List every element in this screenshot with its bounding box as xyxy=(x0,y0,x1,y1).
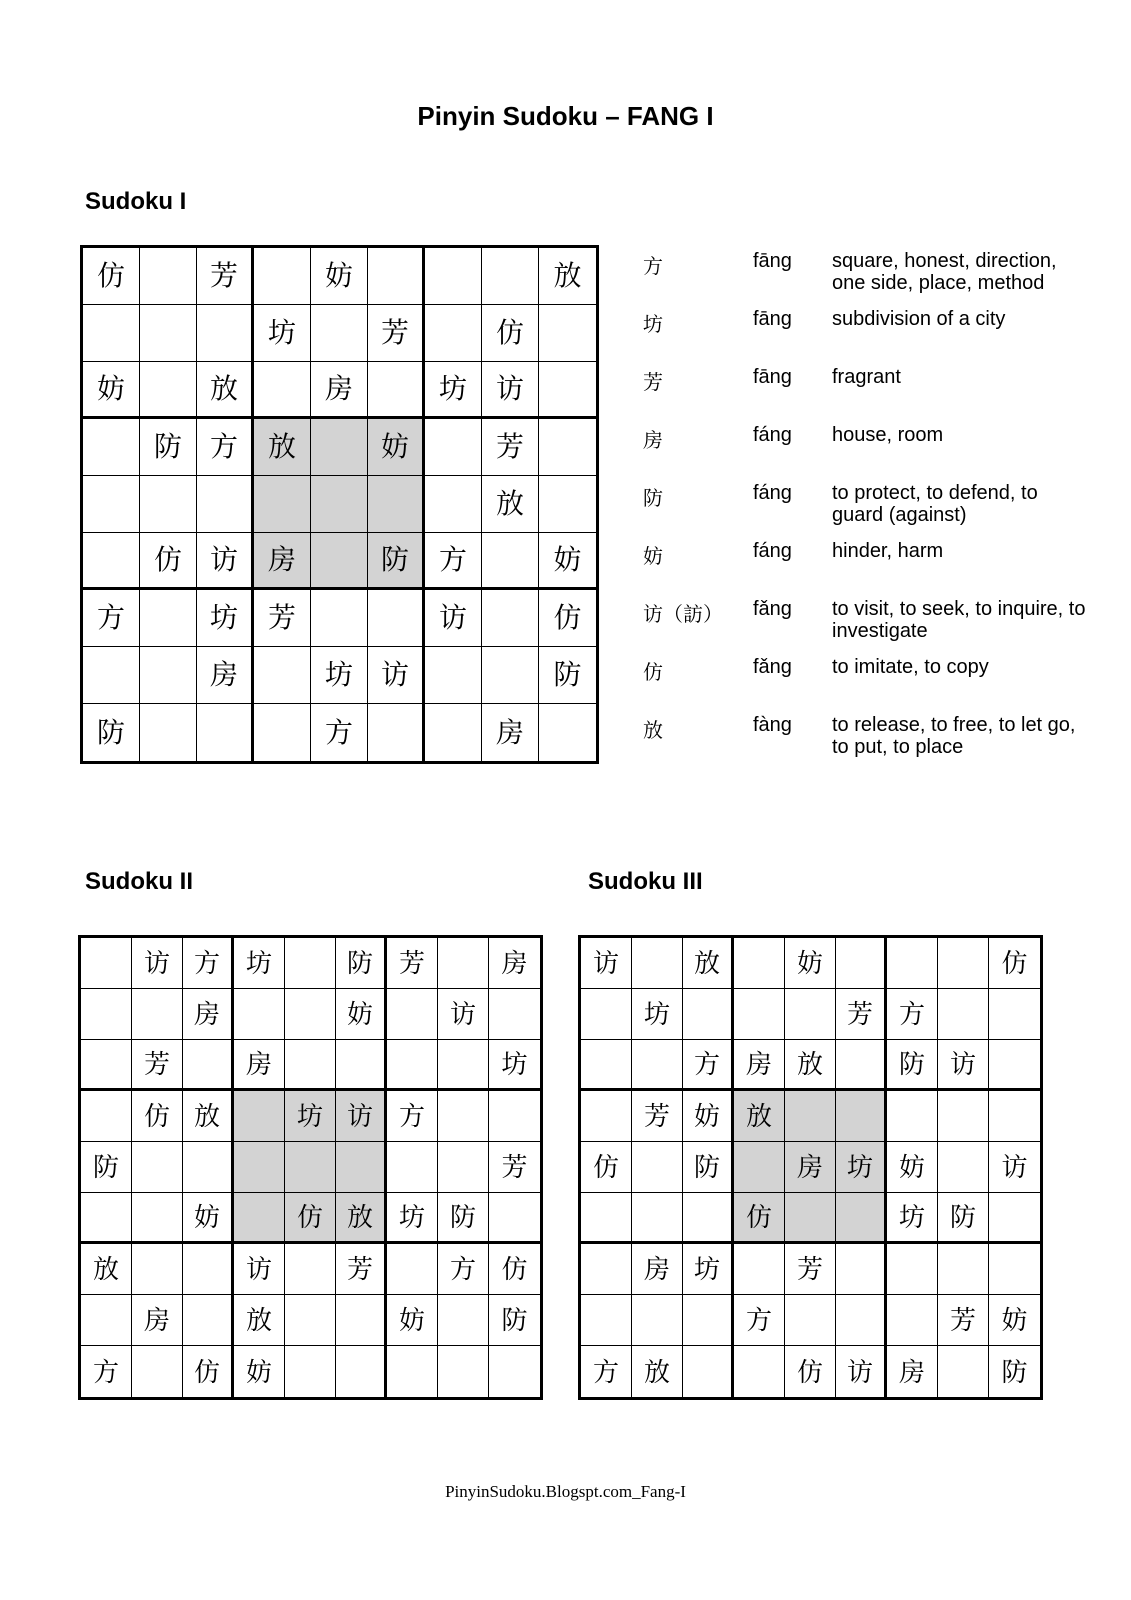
sudoku-cell-r2c1 xyxy=(581,989,632,1040)
sudoku-cell-r7c3: 坊 xyxy=(197,590,254,647)
sudoku-cell-r6c5 xyxy=(785,1193,836,1244)
sudoku-cell-r9c3 xyxy=(197,704,254,761)
legend-meaning: house, room xyxy=(832,424,944,446)
legend-meaning: to visit, to seek, to inquire, to investigate xyxy=(832,598,1086,642)
sudoku-cell-r9c8 xyxy=(938,1346,989,1397)
sudoku-cell-r8c3: 房 xyxy=(197,647,254,704)
legend-meaning: hinder, harm xyxy=(832,540,944,562)
sudoku-cell-r4c6 xyxy=(836,1091,887,1142)
sudoku-cell-r5c5 xyxy=(285,1142,336,1193)
sudoku-cell-r9c7: 房 xyxy=(887,1346,938,1397)
legend-pinyin: fǎng xyxy=(753,656,792,678)
legend-meaning: square, honest, direction, one side, place, method xyxy=(832,250,1057,294)
sudoku-cell-r2c9 xyxy=(989,989,1040,1040)
sudoku-cell-r5c7 xyxy=(425,476,482,533)
sudoku-cell-r7c9: 仿 xyxy=(489,1244,540,1295)
sudoku-cell-r7c6: 芳 xyxy=(336,1244,387,1295)
sudoku-cell-r3c1 xyxy=(81,1040,132,1091)
sudoku-cell-r4c1 xyxy=(83,419,140,476)
sudoku-cell-r4c3: 放 xyxy=(183,1091,234,1142)
sudoku-cell-r7c7 xyxy=(887,1244,938,1295)
sudoku-cell-r6c3: 访 xyxy=(197,533,254,590)
sudoku-cell-r6c4 xyxy=(234,1193,285,1244)
sudoku-cell-r4c9 xyxy=(489,1091,540,1142)
sudoku-cell-r1c5: 妨 xyxy=(311,248,368,305)
sudoku-cell-r7c4: 芳 xyxy=(254,590,311,647)
sudoku-cell-r8c9: 妨 xyxy=(989,1295,1040,1346)
sudoku-cell-r5c4 xyxy=(254,476,311,533)
sudoku-cell-r5c9: 访 xyxy=(989,1142,1040,1193)
sudoku-cell-r1c7: 芳 xyxy=(387,938,438,989)
sudoku-1-grid xyxy=(80,245,599,764)
sudoku-cell-r8c3 xyxy=(183,1295,234,1346)
sudoku-cell-r1c4: 坊 xyxy=(234,938,285,989)
sudoku-cell-r4c1 xyxy=(581,1091,632,1142)
sudoku-cell-r3c8: 访 xyxy=(938,1040,989,1091)
sudoku-cell-r8c2 xyxy=(632,1295,683,1346)
sudoku-cell-r3c6 xyxy=(368,362,425,419)
sudoku-cell-r3c2 xyxy=(632,1040,683,1091)
sudoku-cell-r4c2: 芳 xyxy=(632,1091,683,1142)
sudoku-cell-r9c5: 仿 xyxy=(785,1346,836,1397)
sudoku-cell-r6c1 xyxy=(581,1193,632,1244)
legend-pinyin: fáng xyxy=(753,482,792,504)
sudoku-cell-r9c1: 防 xyxy=(83,704,140,761)
sudoku-cell-r4c7 xyxy=(425,419,482,476)
sudoku-cell-r8c9: 防 xyxy=(539,647,596,704)
sudoku-cell-r9c8: 房 xyxy=(482,704,539,761)
legend-meaning: to protect, to defend, to guard (against) xyxy=(832,482,1038,526)
sudoku-cell-r3c5: 放 xyxy=(785,1040,836,1091)
sudoku-cell-r6c6: 防 xyxy=(368,533,425,590)
sudoku-cell-r6c8: 防 xyxy=(938,1193,989,1244)
sudoku-cell-r8c4 xyxy=(254,647,311,704)
sudoku-cell-r5c4 xyxy=(234,1142,285,1193)
legend-entry-7 xyxy=(643,598,1113,656)
sudoku-cell-r3c7: 防 xyxy=(887,1040,938,1091)
sudoku-cell-r3c1: 妨 xyxy=(83,362,140,419)
sudoku-cell-r5c5 xyxy=(311,476,368,533)
sudoku-cell-r8c2: 房 xyxy=(132,1295,183,1346)
sudoku-cell-r6c9 xyxy=(489,1193,540,1244)
sudoku-cell-r7c6 xyxy=(836,1244,887,1295)
sudoku-cell-r7c4 xyxy=(734,1244,785,1295)
sudoku-cell-r8c5 xyxy=(285,1295,336,1346)
legend-character: 坊 xyxy=(643,314,663,336)
legend-entry-4 xyxy=(643,424,1113,482)
sudoku-cell-r3c4: 房 xyxy=(234,1040,285,1091)
sudoku-cell-r7c4: 访 xyxy=(234,1244,285,1295)
sudoku-cell-r8c2 xyxy=(140,647,197,704)
sudoku-cell-r9c8 xyxy=(438,1346,489,1397)
sudoku-cell-r4c9 xyxy=(989,1091,1040,1142)
sudoku-cell-r6c5: 仿 xyxy=(285,1193,336,1244)
sudoku-cell-r9c1: 方 xyxy=(581,1346,632,1397)
sudoku-cell-r6c9: 妨 xyxy=(539,533,596,590)
legend-pinyin: fāng xyxy=(753,308,792,330)
sudoku-cell-r5c6 xyxy=(368,476,425,533)
sudoku-cell-r5c1: 仿 xyxy=(581,1142,632,1193)
sudoku-cell-r5c9 xyxy=(539,476,596,533)
sudoku-cell-r9c7 xyxy=(425,704,482,761)
sudoku-cell-r6c5 xyxy=(311,533,368,590)
sudoku-cell-r9c6: 访 xyxy=(836,1346,887,1397)
sudoku-cell-r8c1 xyxy=(581,1295,632,1346)
sudoku-cell-r5c6 xyxy=(336,1142,387,1193)
sudoku-cell-r7c2 xyxy=(140,590,197,647)
sudoku-cell-r2c2: 坊 xyxy=(632,989,683,1040)
sudoku-cell-r2c3: 房 xyxy=(183,989,234,1040)
sudoku-cell-r2c7 xyxy=(387,989,438,1040)
sudoku-cell-r2c1 xyxy=(81,989,132,1040)
sudoku-cell-r9c1: 方 xyxy=(81,1346,132,1397)
sudoku-cell-r8c1 xyxy=(81,1295,132,1346)
sudoku-cell-r8c1 xyxy=(83,647,140,704)
sudoku-cell-r2c2 xyxy=(132,989,183,1040)
sudoku-cell-r1c9: 仿 xyxy=(989,938,1040,989)
sudoku-cell-r2c4: 坊 xyxy=(254,305,311,362)
sudoku-cell-r8c9: 防 xyxy=(489,1295,540,1346)
sudoku-cell-r9c2 xyxy=(132,1346,183,1397)
sudoku-cell-r1c8 xyxy=(482,248,539,305)
sudoku-cell-r1c3: 方 xyxy=(183,938,234,989)
sudoku-cell-r7c8 xyxy=(938,1244,989,1295)
sudoku-cell-r8c5: 坊 xyxy=(311,647,368,704)
sudoku-cell-r2c4 xyxy=(234,989,285,1040)
sudoku-cell-r5c2 xyxy=(632,1142,683,1193)
sudoku-cell-r7c6 xyxy=(368,590,425,647)
sudoku-cell-r1c6: 防 xyxy=(336,938,387,989)
sudoku-cell-r5c8: 放 xyxy=(482,476,539,533)
sudoku-cell-r7c3: 坊 xyxy=(683,1244,734,1295)
sudoku-1-heading: Sudoku I xyxy=(85,188,187,215)
sudoku-cell-r7c5 xyxy=(285,1244,336,1295)
sudoku-cell-r4c1 xyxy=(81,1091,132,1142)
legend-character: 妨 xyxy=(643,546,663,568)
sudoku-cell-r7c3 xyxy=(183,1244,234,1295)
sudoku-cell-r1c1: 仿 xyxy=(83,248,140,305)
sudoku-cell-r6c8 xyxy=(482,533,539,590)
sudoku-cell-r1c8 xyxy=(938,938,989,989)
sudoku-cell-r1c2: 访 xyxy=(132,938,183,989)
sudoku-cell-r7c5: 芳 xyxy=(785,1244,836,1295)
sudoku-cell-r4c6: 访 xyxy=(336,1091,387,1142)
sudoku-cell-r5c8 xyxy=(438,1142,489,1193)
sudoku-cell-r9c7 xyxy=(387,1346,438,1397)
sudoku-cell-r1c1: 访 xyxy=(581,938,632,989)
sudoku-cell-r9c2: 放 xyxy=(632,1346,683,1397)
sudoku-cell-r4c7: 方 xyxy=(387,1091,438,1142)
sudoku-cell-r9c6 xyxy=(336,1346,387,1397)
sudoku-cell-r2c3 xyxy=(683,989,734,1040)
sudoku-cell-r4c5 xyxy=(785,1091,836,1142)
sudoku-cell-r1c2 xyxy=(632,938,683,989)
legend-pinyin: fàng xyxy=(753,714,792,736)
legend-meaning: subdivision of a city xyxy=(832,308,1006,330)
sudoku-cell-r9c5 xyxy=(285,1346,336,1397)
sudoku-cell-r7c1 xyxy=(581,1244,632,1295)
sudoku-cell-r2c8: 访 xyxy=(438,989,489,1040)
sudoku-cell-r6c9 xyxy=(989,1193,1040,1244)
sudoku-cell-r9c4 xyxy=(254,704,311,761)
sudoku-cell-r4c3: 妨 xyxy=(683,1091,734,1142)
sudoku-cell-r7c2: 房 xyxy=(632,1244,683,1295)
legend-entry-6 xyxy=(643,540,1113,598)
sudoku-cell-r6c2 xyxy=(632,1193,683,1244)
sudoku-cell-r5c3 xyxy=(183,1142,234,1193)
sudoku-cell-r7c9: 仿 xyxy=(539,590,596,647)
sudoku-cell-r4c4 xyxy=(234,1091,285,1142)
sudoku-cell-r6c6 xyxy=(836,1193,887,1244)
sudoku-cell-r6c4: 仿 xyxy=(734,1193,785,1244)
legend-character: 方 xyxy=(643,256,663,278)
sudoku-cell-r3c4 xyxy=(254,362,311,419)
legend-entry-3 xyxy=(643,366,1113,424)
sudoku-cell-r9c9: 防 xyxy=(1001,1356,1028,1387)
sudoku-cell-r4c4: 放 xyxy=(734,1091,785,1142)
sudoku-cell-r4c2: 防 xyxy=(140,419,197,476)
sudoku-cell-r3c5 xyxy=(285,1040,336,1091)
sudoku-cell-r3c6 xyxy=(836,1040,887,1091)
legend-character: 仿 xyxy=(643,662,663,684)
sudoku-cell-r1c4 xyxy=(734,938,785,989)
sudoku-cell-r2c6: 芳 xyxy=(836,989,887,1040)
sudoku-cell-r7c9 xyxy=(989,1244,1040,1295)
sudoku-cell-r1c1 xyxy=(81,938,132,989)
sudoku-cell-r6c7: 方 xyxy=(425,533,482,590)
legend-meaning: fragrant xyxy=(832,366,901,388)
sudoku-cell-r1c9: 放 xyxy=(539,248,596,305)
sudoku-cell-r5c1: 防 xyxy=(81,1142,132,1193)
sudoku-cell-r7c8: 方 xyxy=(438,1244,489,1295)
sudoku-cell-r1c5: 妨 xyxy=(785,938,836,989)
sudoku-cell-r7c8 xyxy=(482,590,539,647)
sudoku-cell-r6c2: 仿 xyxy=(140,533,197,590)
legend-character: 房 xyxy=(643,430,663,452)
sudoku-cell-r1c7 xyxy=(425,248,482,305)
sudoku-cell-r9c4: 妨 xyxy=(234,1346,285,1397)
sudoku-cell-r2c5 xyxy=(311,305,368,362)
sudoku-cell-r8c5 xyxy=(785,1295,836,1346)
sudoku-cell-r9c2 xyxy=(140,704,197,761)
legend-pinyin: fáng xyxy=(753,540,792,562)
sudoku-cell-r7c2 xyxy=(132,1244,183,1295)
sudoku-cell-r5c9: 芳 xyxy=(489,1142,540,1193)
sudoku-cell-r8c3 xyxy=(683,1295,734,1346)
sudoku-cell-r3c3: 放 xyxy=(197,362,254,419)
sudoku-cell-r2c2 xyxy=(140,305,197,362)
sudoku-cell-r7c5 xyxy=(311,590,368,647)
sudoku-cell-r3c7 xyxy=(387,1040,438,1091)
sudoku-cell-r4c5: 坊 xyxy=(285,1091,336,1142)
sudoku-cell-r6c7: 坊 xyxy=(887,1193,938,1244)
sudoku-cell-r4c8 xyxy=(938,1091,989,1142)
sudoku-cell-r6c3: 妨 xyxy=(183,1193,234,1244)
sudoku-cell-r5c2 xyxy=(132,1142,183,1193)
sudoku-cell-r8c6 xyxy=(836,1295,887,1346)
sudoku-cell-r2c9 xyxy=(539,305,596,362)
sudoku-cell-r8c4: 方 xyxy=(734,1295,785,1346)
sudoku-cell-r7c1: 方 xyxy=(83,590,140,647)
sudoku-cell-r8c7 xyxy=(425,647,482,704)
sudoku-cell-r1c3: 放 xyxy=(683,938,734,989)
sudoku-cell-r3c1 xyxy=(581,1040,632,1091)
sudoku-cell-r8c8 xyxy=(438,1295,489,1346)
sudoku-cell-r7c1: 放 xyxy=(81,1244,132,1295)
sudoku-cell-r6c2 xyxy=(132,1193,183,1244)
sudoku-cell-r4c5 xyxy=(311,419,368,476)
sudoku-cell-r3c7: 坊 xyxy=(425,362,482,419)
sudoku-cell-r2c3 xyxy=(197,305,254,362)
sudoku-cell-r6c1 xyxy=(81,1193,132,1244)
sudoku-cell-r4c9 xyxy=(539,419,596,476)
legend-entry-2 xyxy=(643,308,1113,366)
sudoku-cell-r2c1 xyxy=(83,305,140,362)
legend xyxy=(643,250,1113,772)
sudoku-cell-r4c8 xyxy=(438,1091,489,1142)
sudoku-cell-r3c6 xyxy=(336,1040,387,1091)
sudoku-cell-r5c8 xyxy=(938,1142,989,1193)
sudoku-cell-r9c3: 仿 xyxy=(183,1346,234,1397)
sudoku-cell-r1c8 xyxy=(438,938,489,989)
sudoku-cell-r5c6: 坊 xyxy=(836,1142,887,1193)
sudoku-cell-r2c6: 芳 xyxy=(368,305,425,362)
sudoku-cell-r7c7 xyxy=(387,1244,438,1295)
sudoku-cell-r2c8 xyxy=(938,989,989,1040)
sudoku-cell-r3c9 xyxy=(539,362,596,419)
legend-pinyin: fáng xyxy=(753,424,792,446)
sudoku-cell-r4c2: 仿 xyxy=(132,1091,183,1142)
legend-pinyin: fāng xyxy=(753,366,792,388)
sudoku-cell-r1c6 xyxy=(836,938,887,989)
sudoku-cell-r4c6: 妨 xyxy=(368,419,425,476)
legend-pinyin: fāng xyxy=(753,250,792,272)
legend-entry-1 xyxy=(643,250,1113,308)
sudoku-cell-r2c7 xyxy=(425,305,482,362)
sudoku-cell-r5c3: 防 xyxy=(683,1142,734,1193)
sudoku-cell-r8c6 xyxy=(336,1295,387,1346)
legend-meaning: to release, to free, to let go, to put, to place xyxy=(832,714,1076,758)
sudoku-cell-r9c5: 方 xyxy=(311,704,368,761)
sudoku-cell-r5c4 xyxy=(734,1142,785,1193)
sudoku-cell-r8c7: 妨 xyxy=(387,1295,438,1346)
sudoku-2-grid xyxy=(78,935,543,1400)
sudoku-cell-r9c4 xyxy=(734,1346,785,1397)
sudoku-cell-r3c4: 房 xyxy=(734,1040,785,1091)
sudoku-cell-r3c3 xyxy=(183,1040,234,1091)
sudoku-cell-r3c2 xyxy=(140,362,197,419)
sudoku-cell-r2c7: 方 xyxy=(887,989,938,1040)
legend-character: 芳 xyxy=(643,372,663,394)
sudoku-cell-r6c4: 房 xyxy=(254,533,311,590)
sudoku-cell-r8c8: 芳 xyxy=(938,1295,989,1346)
sudoku-cell-r9c9 xyxy=(539,704,596,761)
sudoku-cell-r5c3 xyxy=(197,476,254,533)
sudoku-cell-r5c5: 房 xyxy=(785,1142,836,1193)
sudoku-cell-r1c5 xyxy=(285,938,336,989)
sudoku-cell-r3c9 xyxy=(989,1040,1040,1091)
sudoku-cell-r1c2 xyxy=(140,248,197,305)
sudoku-cell-r3c3: 方 xyxy=(683,1040,734,1091)
sudoku-cell-r3c5: 房 xyxy=(311,362,368,419)
footer-text: PinyinSudoku.Blogspt.com_Fang-I xyxy=(445,1482,686,1501)
sudoku-cell-r3c8: 访 xyxy=(482,362,539,419)
sudoku-cell-r3c8 xyxy=(438,1040,489,1091)
legend-character: 访（訪） xyxy=(643,604,723,626)
sudoku-cell-r1c7 xyxy=(887,938,938,989)
sudoku-cell-r2c4 xyxy=(734,989,785,1040)
legend-pinyin: fǎng xyxy=(753,598,792,620)
sudoku-cell-r1c4 xyxy=(254,248,311,305)
sudoku-cell-r6c1 xyxy=(83,533,140,590)
legend-entry-8 xyxy=(643,656,1113,714)
page-title: Pinyin Sudoku – FANG I xyxy=(417,101,714,131)
legend-character: 防 xyxy=(643,488,663,510)
sudoku-cell-r8c6: 访 xyxy=(368,647,425,704)
sudoku-cell-r2c8: 仿 xyxy=(482,305,539,362)
sudoku-cell-r4c8: 芳 xyxy=(482,419,539,476)
sudoku-cell-r8c7 xyxy=(887,1295,938,1346)
sudoku-cell-r4c4: 放 xyxy=(254,419,311,476)
sudoku-cell-r4c3: 方 xyxy=(197,419,254,476)
sudoku-cell-r3c2: 芳 xyxy=(132,1040,183,1091)
sudoku-cell-r7c7: 访 xyxy=(425,590,482,647)
sudoku-cell-r6c7: 坊 xyxy=(387,1193,438,1244)
sudoku-cell-r1c6 xyxy=(368,248,425,305)
sudoku-cell-r6c8: 防 xyxy=(438,1193,489,1244)
sudoku-cell-r4c7 xyxy=(887,1091,938,1142)
sudoku-cell-r2c9 xyxy=(489,989,540,1040)
sudoku-cell-r8c8 xyxy=(482,647,539,704)
sudoku-cell-r2c5 xyxy=(785,989,836,1040)
sudoku-3-heading: Sudoku III xyxy=(588,868,703,895)
sudoku-cell-r9c3 xyxy=(683,1346,734,1397)
sudoku-cell-r1c9: 房 xyxy=(489,938,540,989)
sudoku-cell-r5c7 xyxy=(387,1142,438,1193)
sudoku-cell-r8c4: 放 xyxy=(234,1295,285,1346)
sudoku-cell-r2c6: 妨 xyxy=(336,989,387,1040)
sudoku-cell-r5c2 xyxy=(140,476,197,533)
sudoku-cell-r9c9 xyxy=(489,1346,540,1397)
legend-meaning: to imitate, to copy xyxy=(832,656,989,678)
legend-character: 放 xyxy=(643,720,663,742)
sudoku-cell-r6c3 xyxy=(683,1193,734,1244)
sudoku-cell-r1c3: 芳 xyxy=(197,248,254,305)
sudoku-2-heading: Sudoku II xyxy=(85,868,193,895)
sudoku-cell-r2c5 xyxy=(285,989,336,1040)
sudoku-3-grid xyxy=(578,935,1043,1400)
sudoku-cell-r3c9: 坊 xyxy=(489,1040,540,1091)
sudoku-cell-r9c6 xyxy=(368,704,425,761)
sudoku-cell-r5c1 xyxy=(83,476,140,533)
sudoku-cell-r6c6: 放 xyxy=(336,1193,387,1244)
sudoku-cell-r5c7: 妨 xyxy=(887,1142,938,1193)
legend-entry-9 xyxy=(643,714,1113,772)
legend-entry-5 xyxy=(643,482,1113,540)
